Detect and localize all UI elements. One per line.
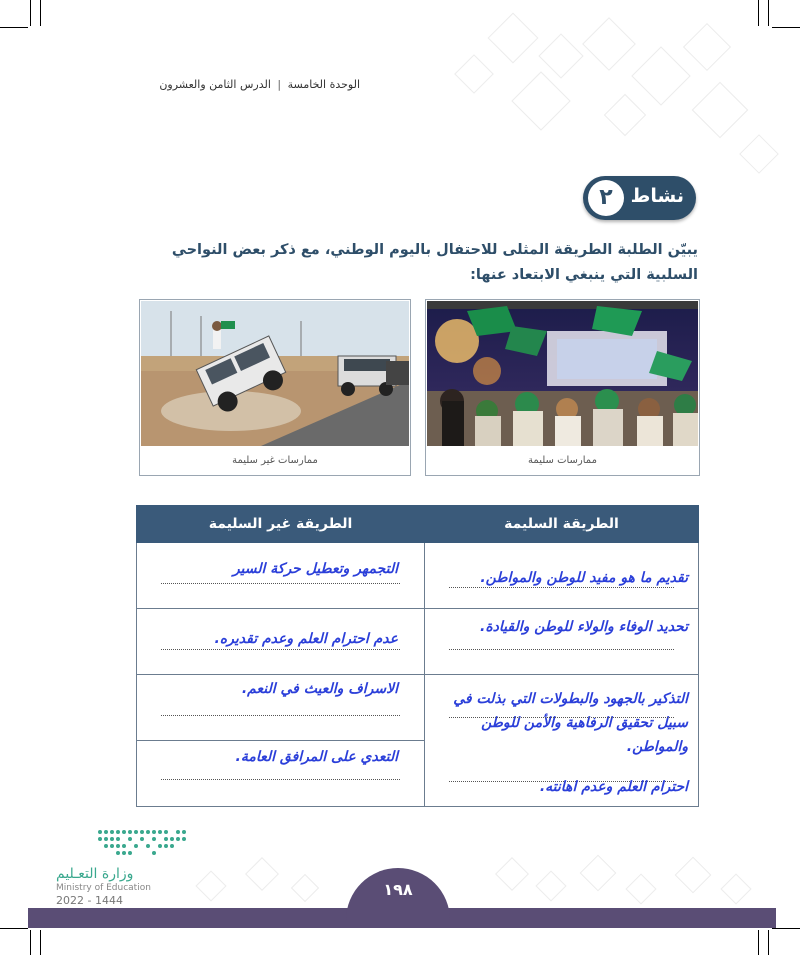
answer-line [449, 649, 674, 650]
answer-text: التذكير بالجهود والبطولات التي بذلت في سبيل تحقيق الرفاهية والأمن للوطن والمواطن. [453, 691, 688, 755]
table-row [137, 543, 699, 609]
page-number: ١٩٨ [383, 880, 413, 899]
header-wrong-way: الطريقة غير السليمة [137, 506, 425, 543]
answer-line [449, 587, 674, 588]
car-drifting-image [141, 301, 409, 446]
answer-text: تقديم ما هو مفيد للوطن والمواطن. [480, 570, 688, 586]
activity-instructions: يبيّن الطلبة الطريقة المثلى للاحتفال باليوم الوطني، مع ذكر بعض النواحي السلبية التي ينبغي الابتعاد عنها: [171, 242, 698, 283]
ministry-name-en: Ministry of Education [56, 883, 151, 893]
caption-bad-practices: ممارسات غير سليمة [232, 455, 318, 466]
edition-year: 2022 - 1444 [56, 894, 123, 907]
lesson-title: الدرس الثامن والعشرون [159, 78, 271, 91]
ministry-logo [56, 826, 186, 907]
table-row [137, 675, 699, 741]
answer-line [161, 779, 400, 780]
right-way-cell [425, 609, 699, 675]
answer-line [161, 649, 400, 650]
wrong-way-cell [137, 741, 425, 807]
wrong-way-cell [137, 609, 425, 675]
ministry-logo-icon [56, 826, 186, 860]
right-way-cell [425, 543, 699, 609]
caption-good-practices: ممارسات سليمة [528, 455, 597, 466]
answer-text: احترام العلم وعدم اهانته. [539, 779, 688, 795]
activity-badge [583, 176, 696, 220]
right-way-cell [425, 675, 699, 807]
answer-text: التعدي على المرافق العامة. [235, 749, 398, 765]
answer-text: الاسراف والعيث في النعم. [241, 681, 398, 697]
answer-line [161, 715, 400, 716]
ministry-name-ar: وزارة التعـليم [56, 866, 134, 882]
comparison-table [136, 505, 699, 807]
header-right-way: الطريقة السليمة [425, 506, 699, 543]
photo-bad-practices [139, 299, 411, 476]
wrong-way-cell [137, 675, 425, 741]
table-header-row [137, 506, 699, 543]
celebration-image [427, 301, 698, 446]
activity-label: نشاط [630, 185, 684, 207]
photo-good-practices [425, 299, 700, 476]
activity-number: ٢ [588, 180, 624, 216]
answer-line [449, 717, 674, 718]
header-separator: | [277, 78, 282, 91]
answer-text: عدم احترام العلم وعدم تقديره. [214, 631, 398, 647]
unit-title: الوحدة الخامسة [287, 78, 360, 91]
running-header [130, 78, 360, 91]
answer-text: التجمهر وتعطيل حركة السير [232, 561, 398, 577]
wrong-way-cell [137, 543, 425, 609]
answer-text: تحديد الوفاء والولاء للوطن والقيادة. [480, 619, 688, 635]
answer-line [161, 583, 400, 584]
table-row [137, 609, 699, 675]
